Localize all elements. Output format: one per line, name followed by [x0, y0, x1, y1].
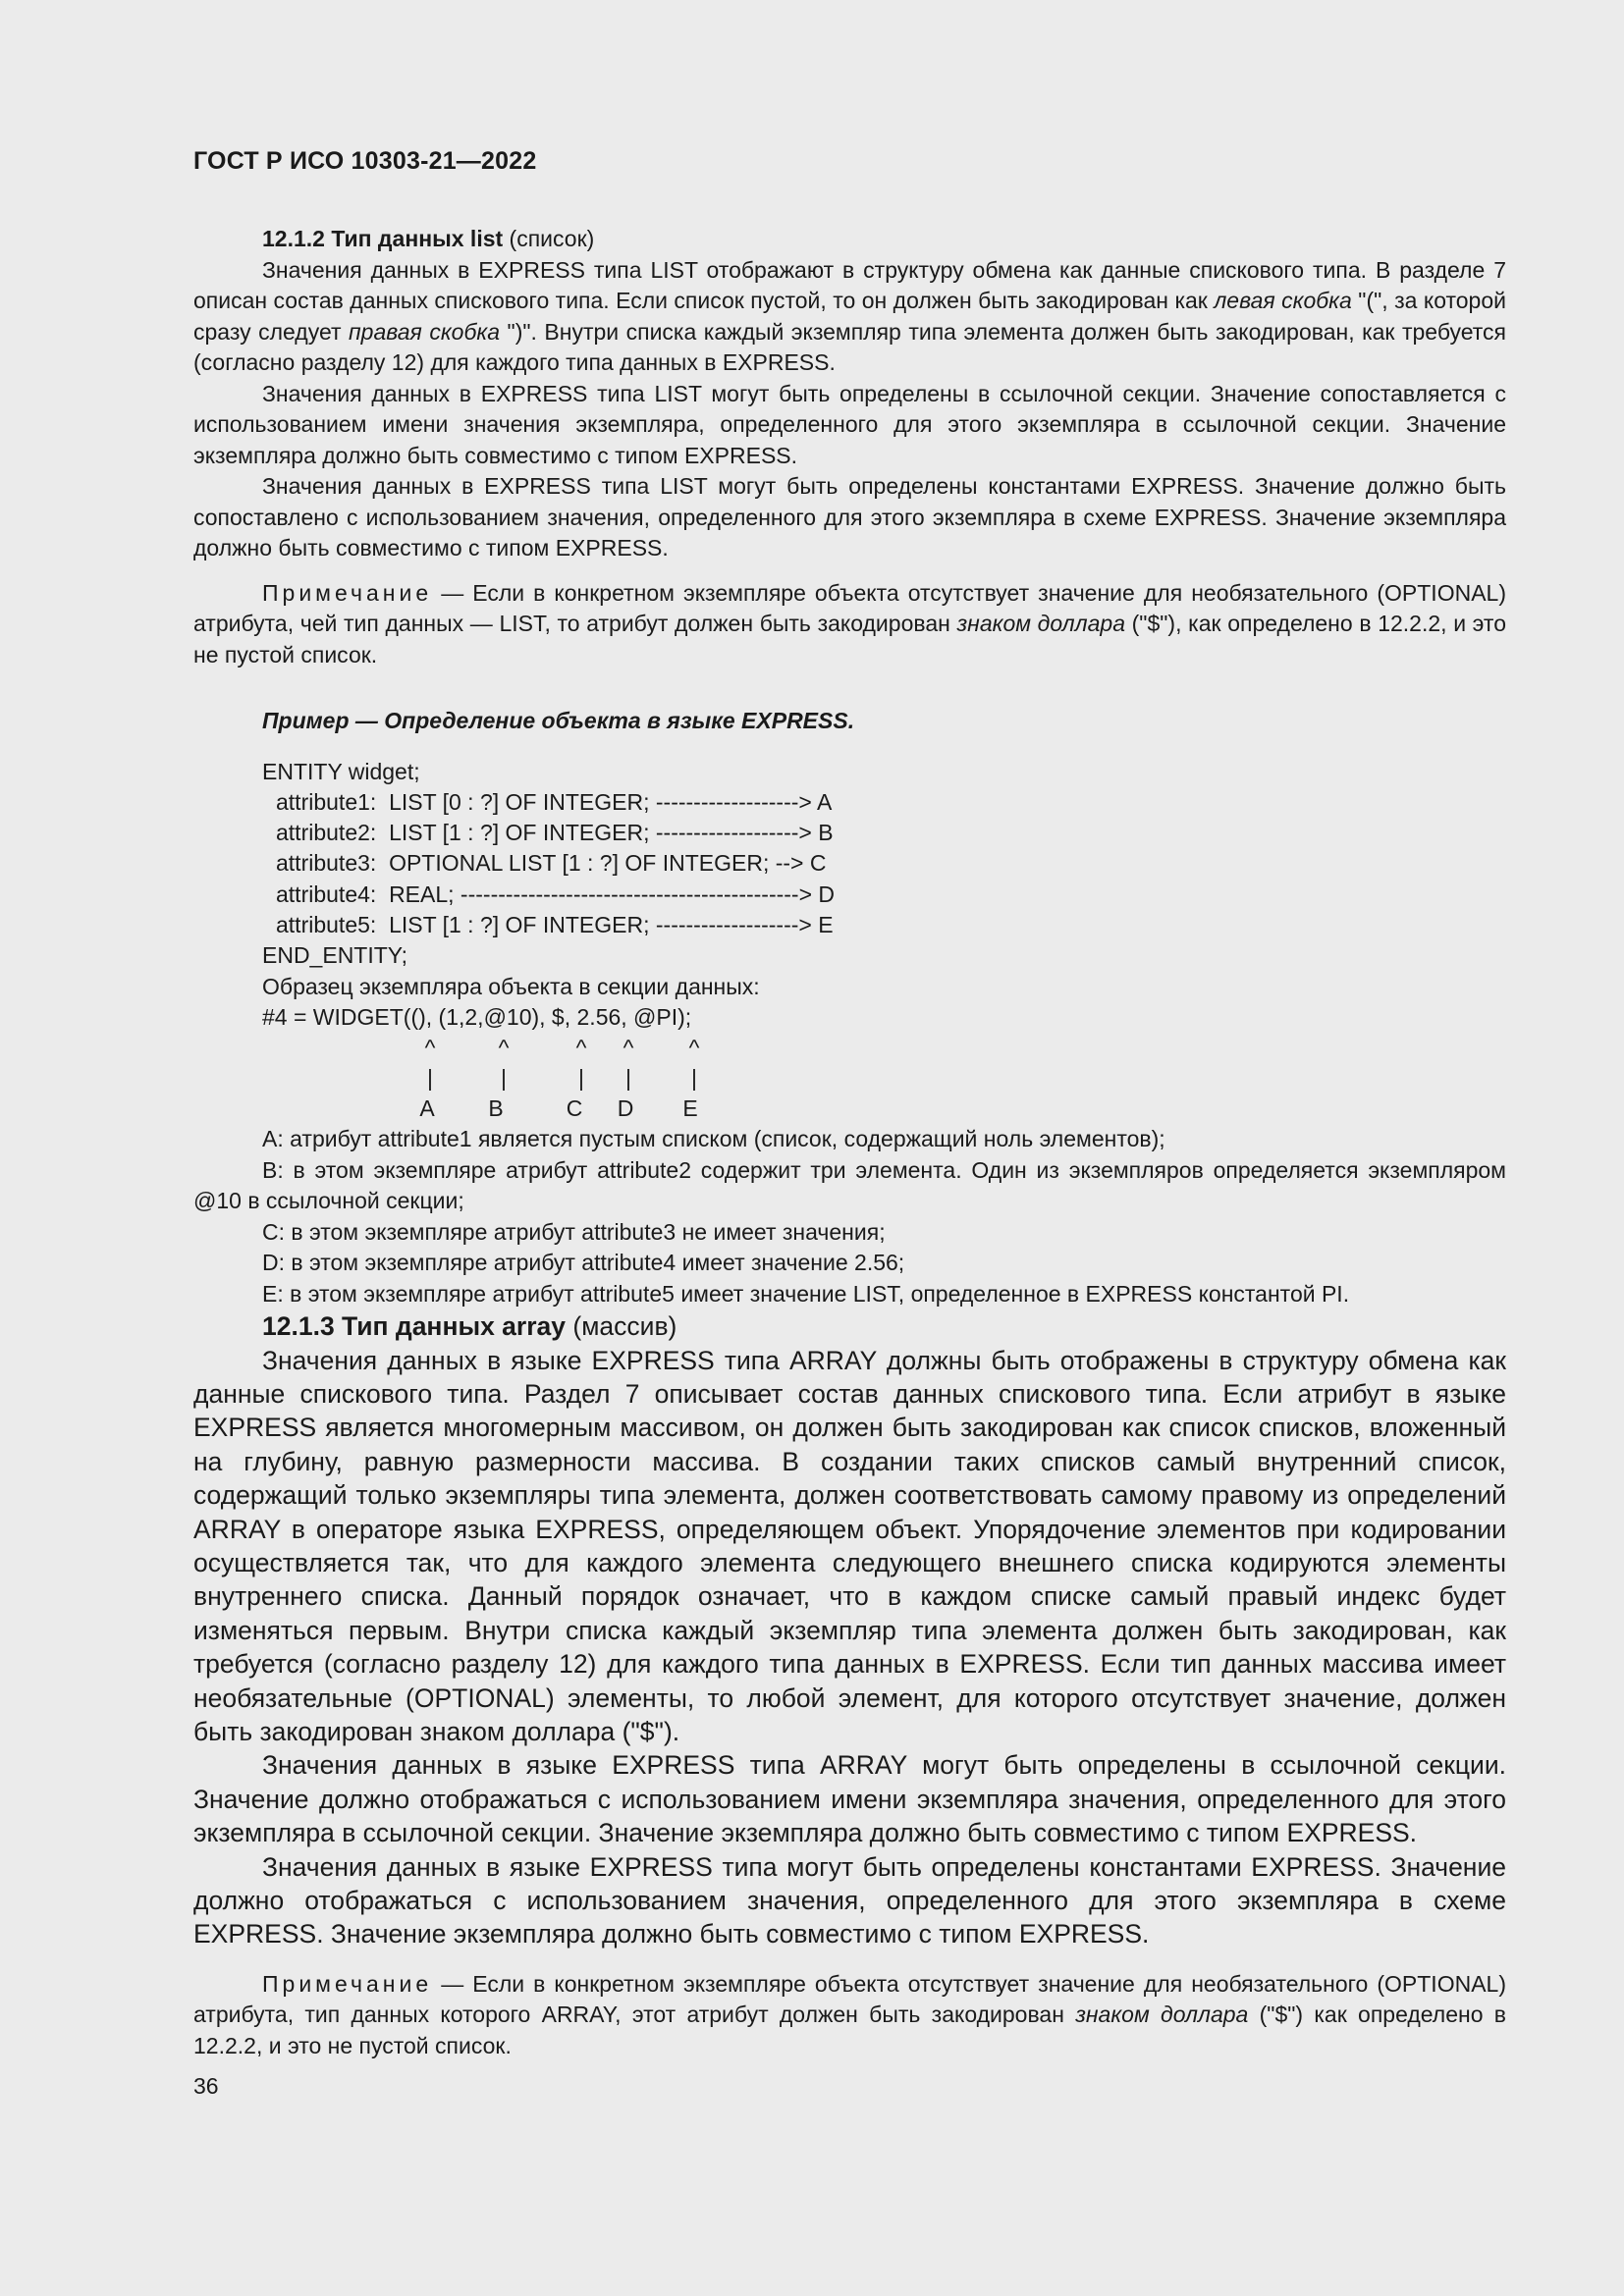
code-line: attribute4: REAL; ---------------------------------------------> D [276, 881, 836, 907]
array-note-text-b: ("$") как определено в 12.2.2, и это не пустой список. [193, 2002, 1507, 2058]
section-array [193, 1309, 1506, 2061]
list-p1-text-a: Значения данных в EXPRESS типа LIST отображают в структуру обмена как данные спискового типа. В разделе 7 описан состав данных спискового типа. Если список пустой, то он должен быть закодирован как [193, 256, 1506, 313]
list-p1-text-c: ")". Внутри списка каждый экземпляр типа элемента должен быть закодирован, как требуется (согласно разделу 12) для каждого типа данных в EXPRESS. [193, 318, 1506, 375]
section-title-array-paren: (массив) [566, 1311, 677, 1342]
list-p1-italic-left-bracket: левая скобка [1214, 288, 1352, 313]
page-content [193, 224, 1506, 2061]
example-explanation-a: A: атрибут attribute1 является пустым списком (список, содержащий ноль элементов); [262, 1126, 1165, 1152]
array-note-text-a: — Если в конкретном экземпляре объекта отсутствует значение для необязательного (OPTIONAL) атрибута, тип данных которого ARRAY, этот атрибут должен быть закодирован [193, 1970, 1506, 2028]
pointer-caret-d: ^ [623, 1035, 634, 1061]
section-title-list: 12.1.2 Тип данных list [262, 226, 504, 251]
code-line: ENTITY widget; [262, 758, 420, 784]
section-title-list-paren: (список) [503, 226, 595, 251]
pointer-bar-d: | [625, 1065, 631, 1092]
code-line: Образец экземпляра объекта в секции данных: [262, 973, 760, 999]
code-line: attribute2: LIST [1 : ?] OF INTEGER; -------------------> B [276, 820, 834, 846]
pointer-bar-a: | [427, 1065, 433, 1092]
code-line: attribute5: LIST [1 : ?] OF INTEGER; -------------------> E [276, 911, 834, 937]
list-p1-text-b: "(", за которой сразу следует [193, 288, 1506, 345]
array-note [193, 1969, 1506, 2062]
pointer-bar-e: | [691, 1065, 697, 1092]
list-note-label: Примечание [262, 579, 433, 606]
list-note-italic: знаком доллара [956, 611, 1125, 636]
list-note [193, 578, 1506, 671]
pointer-letter-b: B [488, 1095, 504, 1122]
pointer-caret-a: ^ [424, 1035, 436, 1061]
example-explanation-d: D: в этом экземпляре атрибут attribute4 имеет значение 2.56; [262, 1250, 905, 1276]
example-code [262, 757, 1506, 1034]
list-note-text-a: — Если в конкретном экземпляре объекта отсутствует значение для необязательного (OPTIONAL) атрибута, чей тип данных — LIST, то атрибут должен быть закодирован [193, 579, 1506, 636]
example-explanation-e: E: в этом экземпляре атрибут attribute5 имеет значение LIST, определенное в EXPRESS константой PI. [262, 1280, 1350, 1307]
example-title: Пример — Определение объекта в языке EXPRESS. [262, 708, 855, 733]
pointer-caret-b: ^ [498, 1035, 510, 1061]
list-note-text-b: ("$"), как определено в 12.2.2, и это не пустой список. [193, 611, 1506, 667]
array-paragraph-2: Значения данных в языке EXPRESS типа ARRAY могут быть определены в ссылочной секции. Значение должно отображаться с использованием имени экземпляра значения, определенного для этого экземпляра в ссылочной секции. Значение экземпляра должно быть совместимо с типом EXPRESS. [193, 1750, 1506, 1848]
list-paragraph-2: Значения данных в EXPRESS типа LIST могут быть определены в ссылочной секции. Значение сопоставляется с использованием имени значения экземпляра, определенного для этого экземпляра в ссылочной секции. Значение экземпляра должно быть совместимо с типом EXPRESS. [193, 380, 1506, 468]
code-line: #4 = WIDGET((), (1,2,@10), $, 2.56, @PI); [262, 1003, 692, 1030]
list-paragraph-1 [193, 255, 1506, 379]
array-paragraph-3: Значения данных в языке EXPRESS типа могут быть определены константами EXPRESS. Значение должно отображаться с использованием значения, определенного для этого экземпляра в схеме EXPRESS. Значение экземпляра должно быть совместимо с типом EXPRESS. [193, 1851, 1506, 1949]
pointer-letter-d: D [617, 1095, 634, 1122]
section-title-array: 12.1.3 Тип данных array [262, 1311, 567, 1342]
example-explanation-c: C: в этом экземпляре атрибут attribute3 не имеет значения; [262, 1218, 886, 1245]
section-heading-list [193, 224, 1506, 255]
code-line: END_ENTITY; [262, 942, 408, 969]
array-paragraph-1: Значения данных в языке EXPRESS типа ARRAY должны быть отображены в структуру обмена как данные спискового типа. Раздел 7 описывает состав данных спискового типа. Если атрибут в языке EXPRESS является многомерным массивом, он должен быть закодирован как список списков, вложенный на глубину, равную размерности массива. В создании таких списков самый внутренний список, содержащий только экземпляры типа элемента, должен соответствовать самому правому из определений ARRAY в операторе языка EXPRESS, определяющем объект. Упорядочение элементов при кодировании осуществляется так, что для каждого элемента следующего внешнего списка кодируются элементы внутреннего списка. Данный порядок означает, что в каждом списке самый правый индекс будет изменяться первым. Внутри списка каждый экземпляр типа элемента должен быть закодирован, как требуется (согласно разделу 12) для каждого типа данных в EXPRESS. Если тип данных массива имеет необязательные (OPTIONAL) элементы, то любой элемент, для которого отсутствует значение, должен быть закодирован знаком доллара ("$"). [193, 1345, 1506, 1747]
list-p1-italic-right-bracket: правая скобка [349, 318, 501, 345]
code-line: attribute3: OPTIONAL LIST [1 : ?] OF INTEGER; --> C [276, 850, 827, 877]
pointer-letter-c: C [566, 1095, 583, 1122]
pointer-letter-e: E [682, 1095, 698, 1122]
section-heading-array [193, 1309, 1506, 1343]
pointer-letter-a: A [419, 1095, 435, 1122]
document-header: ГОСТ Р ИСО 10303-21—2022 [193, 147, 537, 175]
pointer-caret-e: ^ [688, 1035, 700, 1061]
page-number: 36 [193, 2073, 219, 2099]
array-note-label: Примечание [262, 1970, 433, 1997]
array-note-italic: знаком доллара [1075, 2002, 1249, 2028]
code-line: attribute1: LIST [0 : ?] OF INTEGER; -------------------> A [276, 788, 833, 815]
example-explanation-b: B: в этом экземпляре атрибут attribute2 содержит три элемента. Один из экземпляров определяется экземпляром @10 в ссылочной секции; [193, 1156, 1506, 1214]
list-paragraph-3: Значения данных в EXPRESS типа LIST могут быть определены константами EXPRESS. Значение должно быть сопоставлено с использованием значения, определенного для этого экземпляра в схеме EXPRESS. Значение экземпляра должно быть совместимо с типом EXPRESS. [193, 473, 1506, 561]
pointer-bar-c: | [578, 1065, 584, 1092]
pointer-caret-c: ^ [575, 1035, 587, 1061]
example-pointer-diagram [262, 1033, 1506, 1124]
pointer-bar-b: | [501, 1065, 507, 1092]
